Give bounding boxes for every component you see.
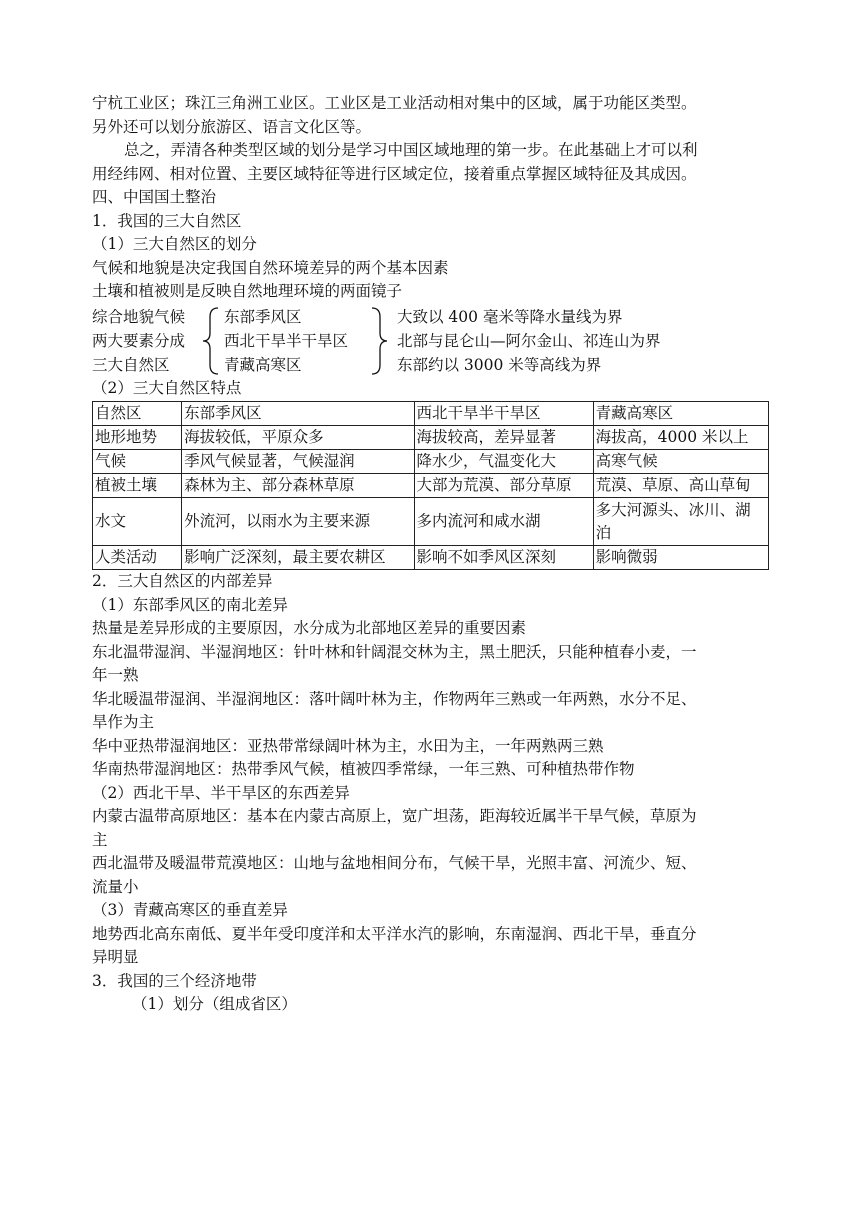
table-cell: 海拔较低，平原众多 [182, 426, 414, 450]
body-line: 流量小 [92, 877, 139, 896]
table-cell: 多内流河和咸水湖 [414, 498, 593, 546]
sub-heading: （2）三大自然区特点 [92, 378, 242, 397]
table-header-cell: 西北干旱半干旱区 [414, 402, 593, 426]
intro-line: 宁杭工业区；珠江三角洲工业区。工业区是工业活动相对集中的区域，属于功能区类型。 [92, 94, 697, 112]
body-line: 华中亚热带湿润地区：亚热带常绿阔叶林为主，水田为主，一年两熟两三熟 [92, 736, 604, 755]
table-cell: 影响广泛深刻，最主要农耕区 [182, 546, 414, 570]
table-cell: 影响微弱 [593, 546, 768, 570]
subsection-heading: 2．三大自然区的内部差异 [92, 572, 273, 590]
table-cell: 荒漠、草原、高山草甸 [593, 474, 768, 498]
table-cell: 海拔较高，差异显著 [414, 426, 593, 450]
boundary-text: 大致以 400 毫米等降水量线为界 [397, 307, 623, 326]
table-row [93, 546, 769, 570]
table-cell: 降水少，气温变化大 [414, 450, 593, 474]
table-cell: 人类活动 [93, 546, 182, 570]
table-cell: 大部为荒漠、部分草原 [414, 474, 593, 498]
region-features-table [92, 401, 769, 570]
diagram-right-column [397, 305, 661, 377]
region-name: 青藏高寒区 [224, 355, 302, 374]
body-line: 气候和地貌是决定我国自然环境差异的两个基本因素 [92, 258, 449, 277]
right-brace-icon [368, 305, 392, 377]
body-line: 内蒙古温带高原地区：基本在内蒙古高原上，宽广坦荡，距海较近属半干旱气候，草原为 [92, 807, 697, 825]
boundary-text: 北部与昆仑山—阿尔金山、祁连山为界 [397, 331, 661, 350]
document-page [92, 92, 772, 1017]
table-cell: 森林为主、部分森林草原 [182, 474, 414, 498]
body-line: 西北温带及暖温带荒漠地区：山地与盆地相间分布，气候干旱，光照丰富、河流少、短、 [92, 854, 697, 872]
body-line: 华北暖温带湿润、半湿润地区：落叶阔叶林为主，作物两年三熟或一年两熟，水分不足、 [92, 689, 697, 708]
body-line: 异明显 [92, 948, 139, 966]
sub-heading: （1）三大自然区的划分 [92, 235, 257, 253]
sub-heading: （1）划分（组成省区） [132, 995, 297, 1013]
region-name: 东部季风区 [224, 307, 302, 326]
body-line: 地势西北高东南低、夏半年受印度洋和太平洋水汽的影响，东南湿润、西北干旱，垂直分 [92, 924, 697, 943]
body-line: 华南热带湿润地区：热带季风气候，植被四季常绿，一年三熟、可种植热带作物 [92, 760, 635, 778]
table-cell: 海拔高，4000 米以上 [593, 426, 768, 450]
table-row [93, 498, 769, 546]
diagram-left-text: 综合地貌气候 [92, 307, 186, 326]
table-cell: 外流河，以雨水为主要来源 [182, 498, 414, 546]
sub-heading: （3）青藏高寒区的垂直差异 [92, 901, 288, 919]
table-cell: 高寒气候 [593, 450, 768, 474]
body-line: 东北温带湿润、半湿润地区：针叶林和针阔混交林为主，黑土肥沃，只能种植春小麦，一 [92, 642, 697, 661]
table-header-row [93, 402, 769, 426]
table-cell: 影响不如季风区深刻 [414, 546, 593, 570]
diagram-middle-column [224, 305, 348, 377]
table-cell: 季风气候显著，气候湿润 [182, 450, 414, 474]
diagram-left-text: 三大自然区 [92, 355, 170, 374]
body-line: 土壤和植被则是反映自然地理环境的两面镜子 [92, 282, 403, 300]
body-line: 热量是差异形成的主要原因，水分成为北部地区差异的重要因素 [92, 619, 527, 637]
table-header-cell: 青藏高寒区 [593, 402, 768, 426]
section-heading: 四、中国国土整治 [92, 188, 217, 206]
table-header-cell: 东部季风区 [182, 402, 414, 426]
table-cell: 地形地势 [93, 426, 182, 450]
intro-line: 另外还可以划分旅游区、语言文化区等。 [92, 117, 372, 136]
region-name: 西北干旱半干旱区 [224, 331, 349, 350]
table-cell: 多大河源头、冰川、湖泊 [593, 498, 768, 546]
boundary-text: 东部约以 3000 米等高线为界 [397, 355, 602, 374]
body-line: 主 [92, 830, 108, 849]
left-brace-icon [200, 305, 224, 377]
table-cell: 水文 [93, 498, 182, 546]
body-line: 旱作为主 [92, 713, 155, 731]
body-line: 年一熟 [92, 666, 139, 684]
table-header-cell: 自然区 [93, 402, 182, 426]
summary-line: 总之，弄清各种类型区域的划分是学习中国区域地理的第一步。在此基础上才可以利 [124, 141, 698, 159]
table-cell: 气候 [93, 450, 182, 474]
sub-heading: （1）东部季风区的南北差异 [92, 595, 288, 614]
subsection-heading: 3．我国的三个经济地带 [92, 971, 257, 990]
table-row [93, 450, 769, 474]
diagram-left-text: 两大要素分成 [92, 331, 186, 350]
table-cell: 植被土壤 [93, 474, 182, 498]
subsection-heading: 1．我国的三大自然区 [92, 211, 242, 230]
summary-line: 用经纬网、相对位置、主要区域特征等进行区域定位，接着重点掌握区域特征及其成因。 [92, 164, 697, 183]
division-diagram [92, 305, 772, 377]
table-row [93, 474, 769, 498]
table-row [93, 426, 769, 450]
sub-heading: （2）西北干旱、半干旱区的东西差异 [92, 783, 350, 802]
diagram-left-column [92, 305, 185, 377]
